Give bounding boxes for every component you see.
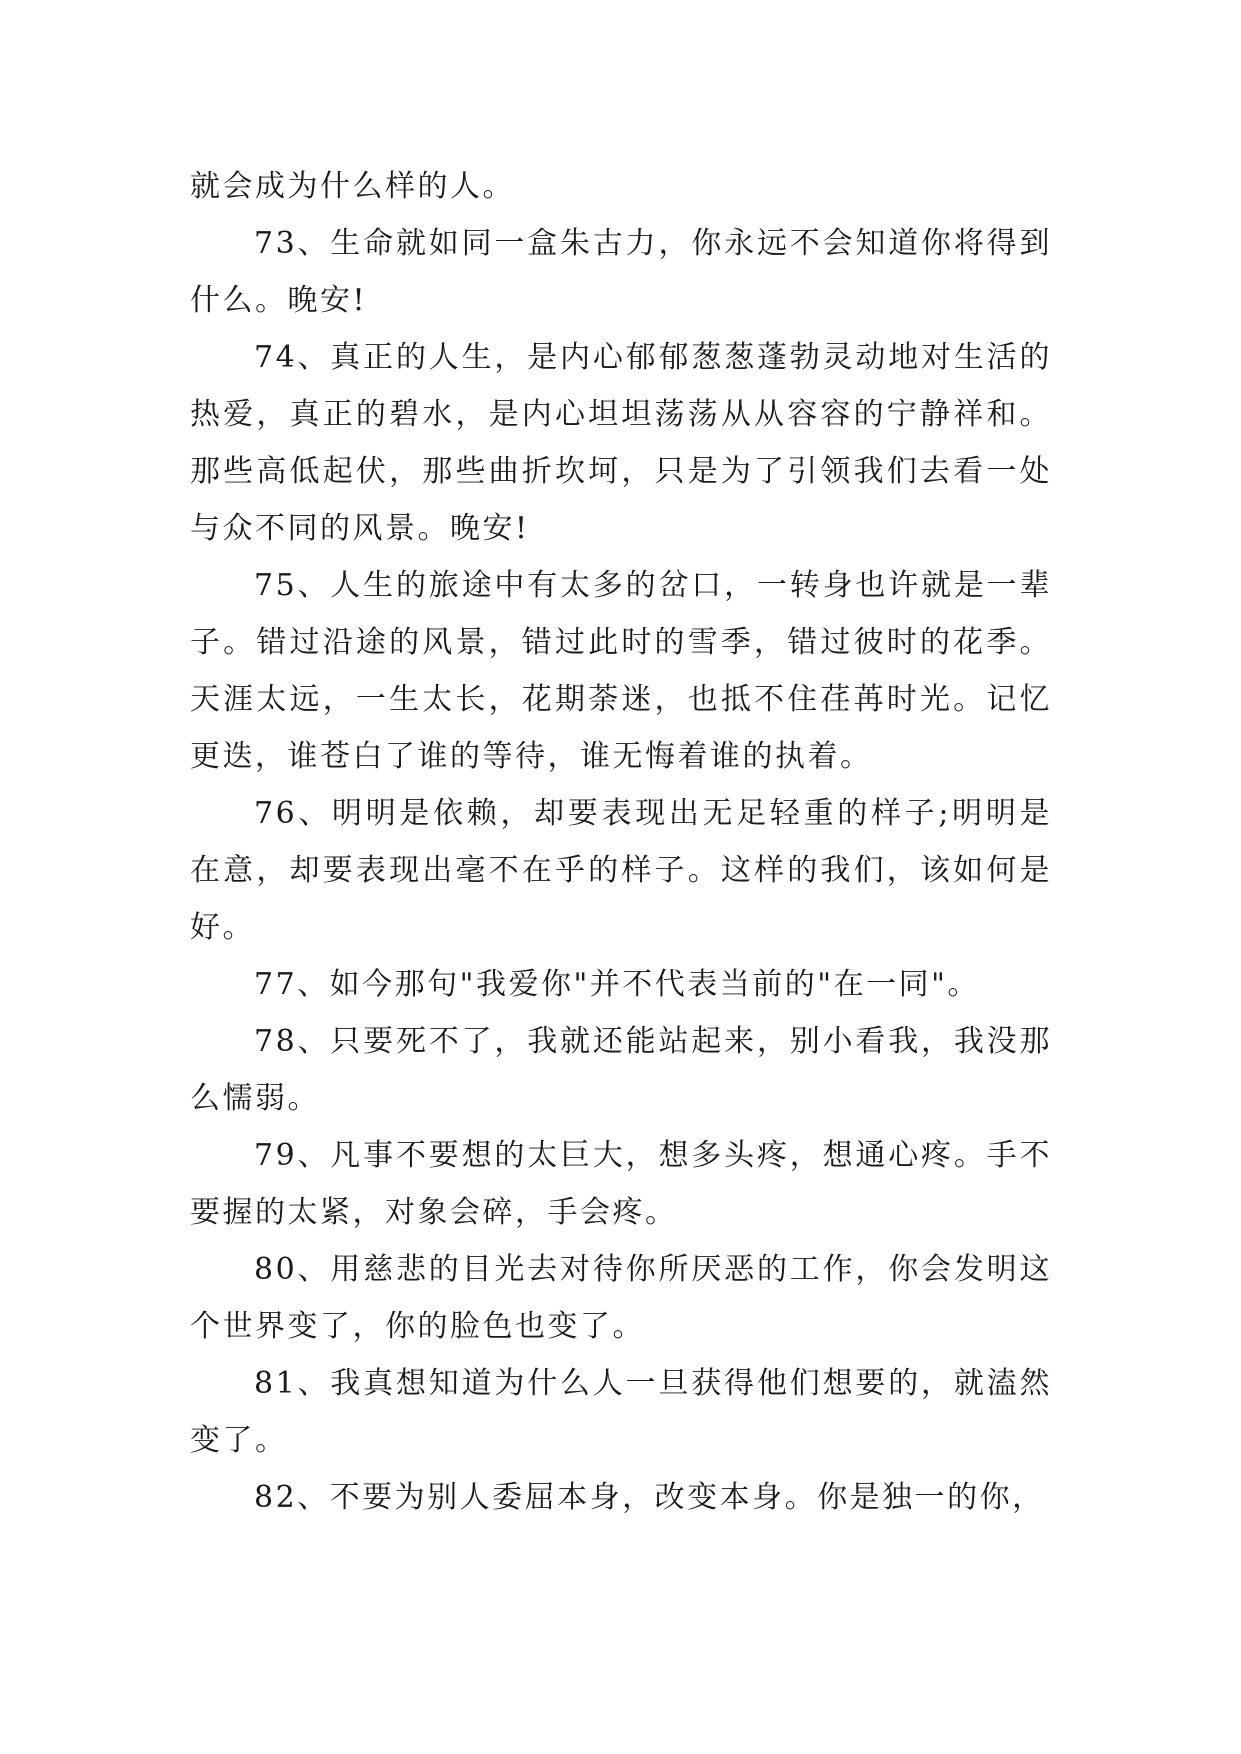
paragraph: 76、明明是依赖，却要表现出无足轻重的样子;明明是在意，却要表现出毫不在乎的样子。这样的我们，该如何是好。: [190, 796, 1052, 945]
paragraph: 82、不要为别人委屈本身，改变本身。你是独一的你，: [254, 1480, 1045, 1515]
paragraph: 75、人生的旅途中有太多的岔口，一转身也许就是一辈子。错过沿途的风景，错过此时的雪季，错过彼时的花季。天涯太远，一生太长，花期荼迷，也抵不住荏苒时光。记忆更迭，谁苍白了谁的等待，谁无悔着谁的执着。: [190, 568, 1052, 774]
paragraph: 77、如今那句"我爱你"并不代表当前的"在一同"。: [254, 967, 980, 1002]
paragraph: 就会成为什么样的人。: [190, 169, 515, 204]
paragraph: 79、凡事不要想的太巨大，想多头疼，想通心疼。手不要握的太紧，对象会碎，手会疼。: [190, 1138, 1052, 1230]
paragraph: 73、生命就如同一盒朱古力，你永远不会知道你将得到什么。晚安!: [190, 226, 1052, 318]
document-body: [190, 158, 1052, 1526]
paragraph: 74、真正的人生，是内心郁郁葱葱蓬勃灵动地对生活的热爱，真正的碧水，是内心坦坦荡荡从从容容的宁静祥和。那些高低起伏，那些曲折坎坷，只是为了引领我们去看一处与众不同的风景。晚安!: [190, 340, 1052, 546]
paragraph: 80、用慈悲的目光去对待你所厌恶的工作，你会发明这个世界变了，你的脸色也变了。: [190, 1252, 1052, 1344]
paragraph: 78、只要死不了，我就还能站起来，别小看我，我没那么懦弱。: [190, 1024, 1052, 1116]
paragraph: 81、我真想知道为什么人一旦获得他们想要的，就溘然变了。: [190, 1366, 1052, 1458]
